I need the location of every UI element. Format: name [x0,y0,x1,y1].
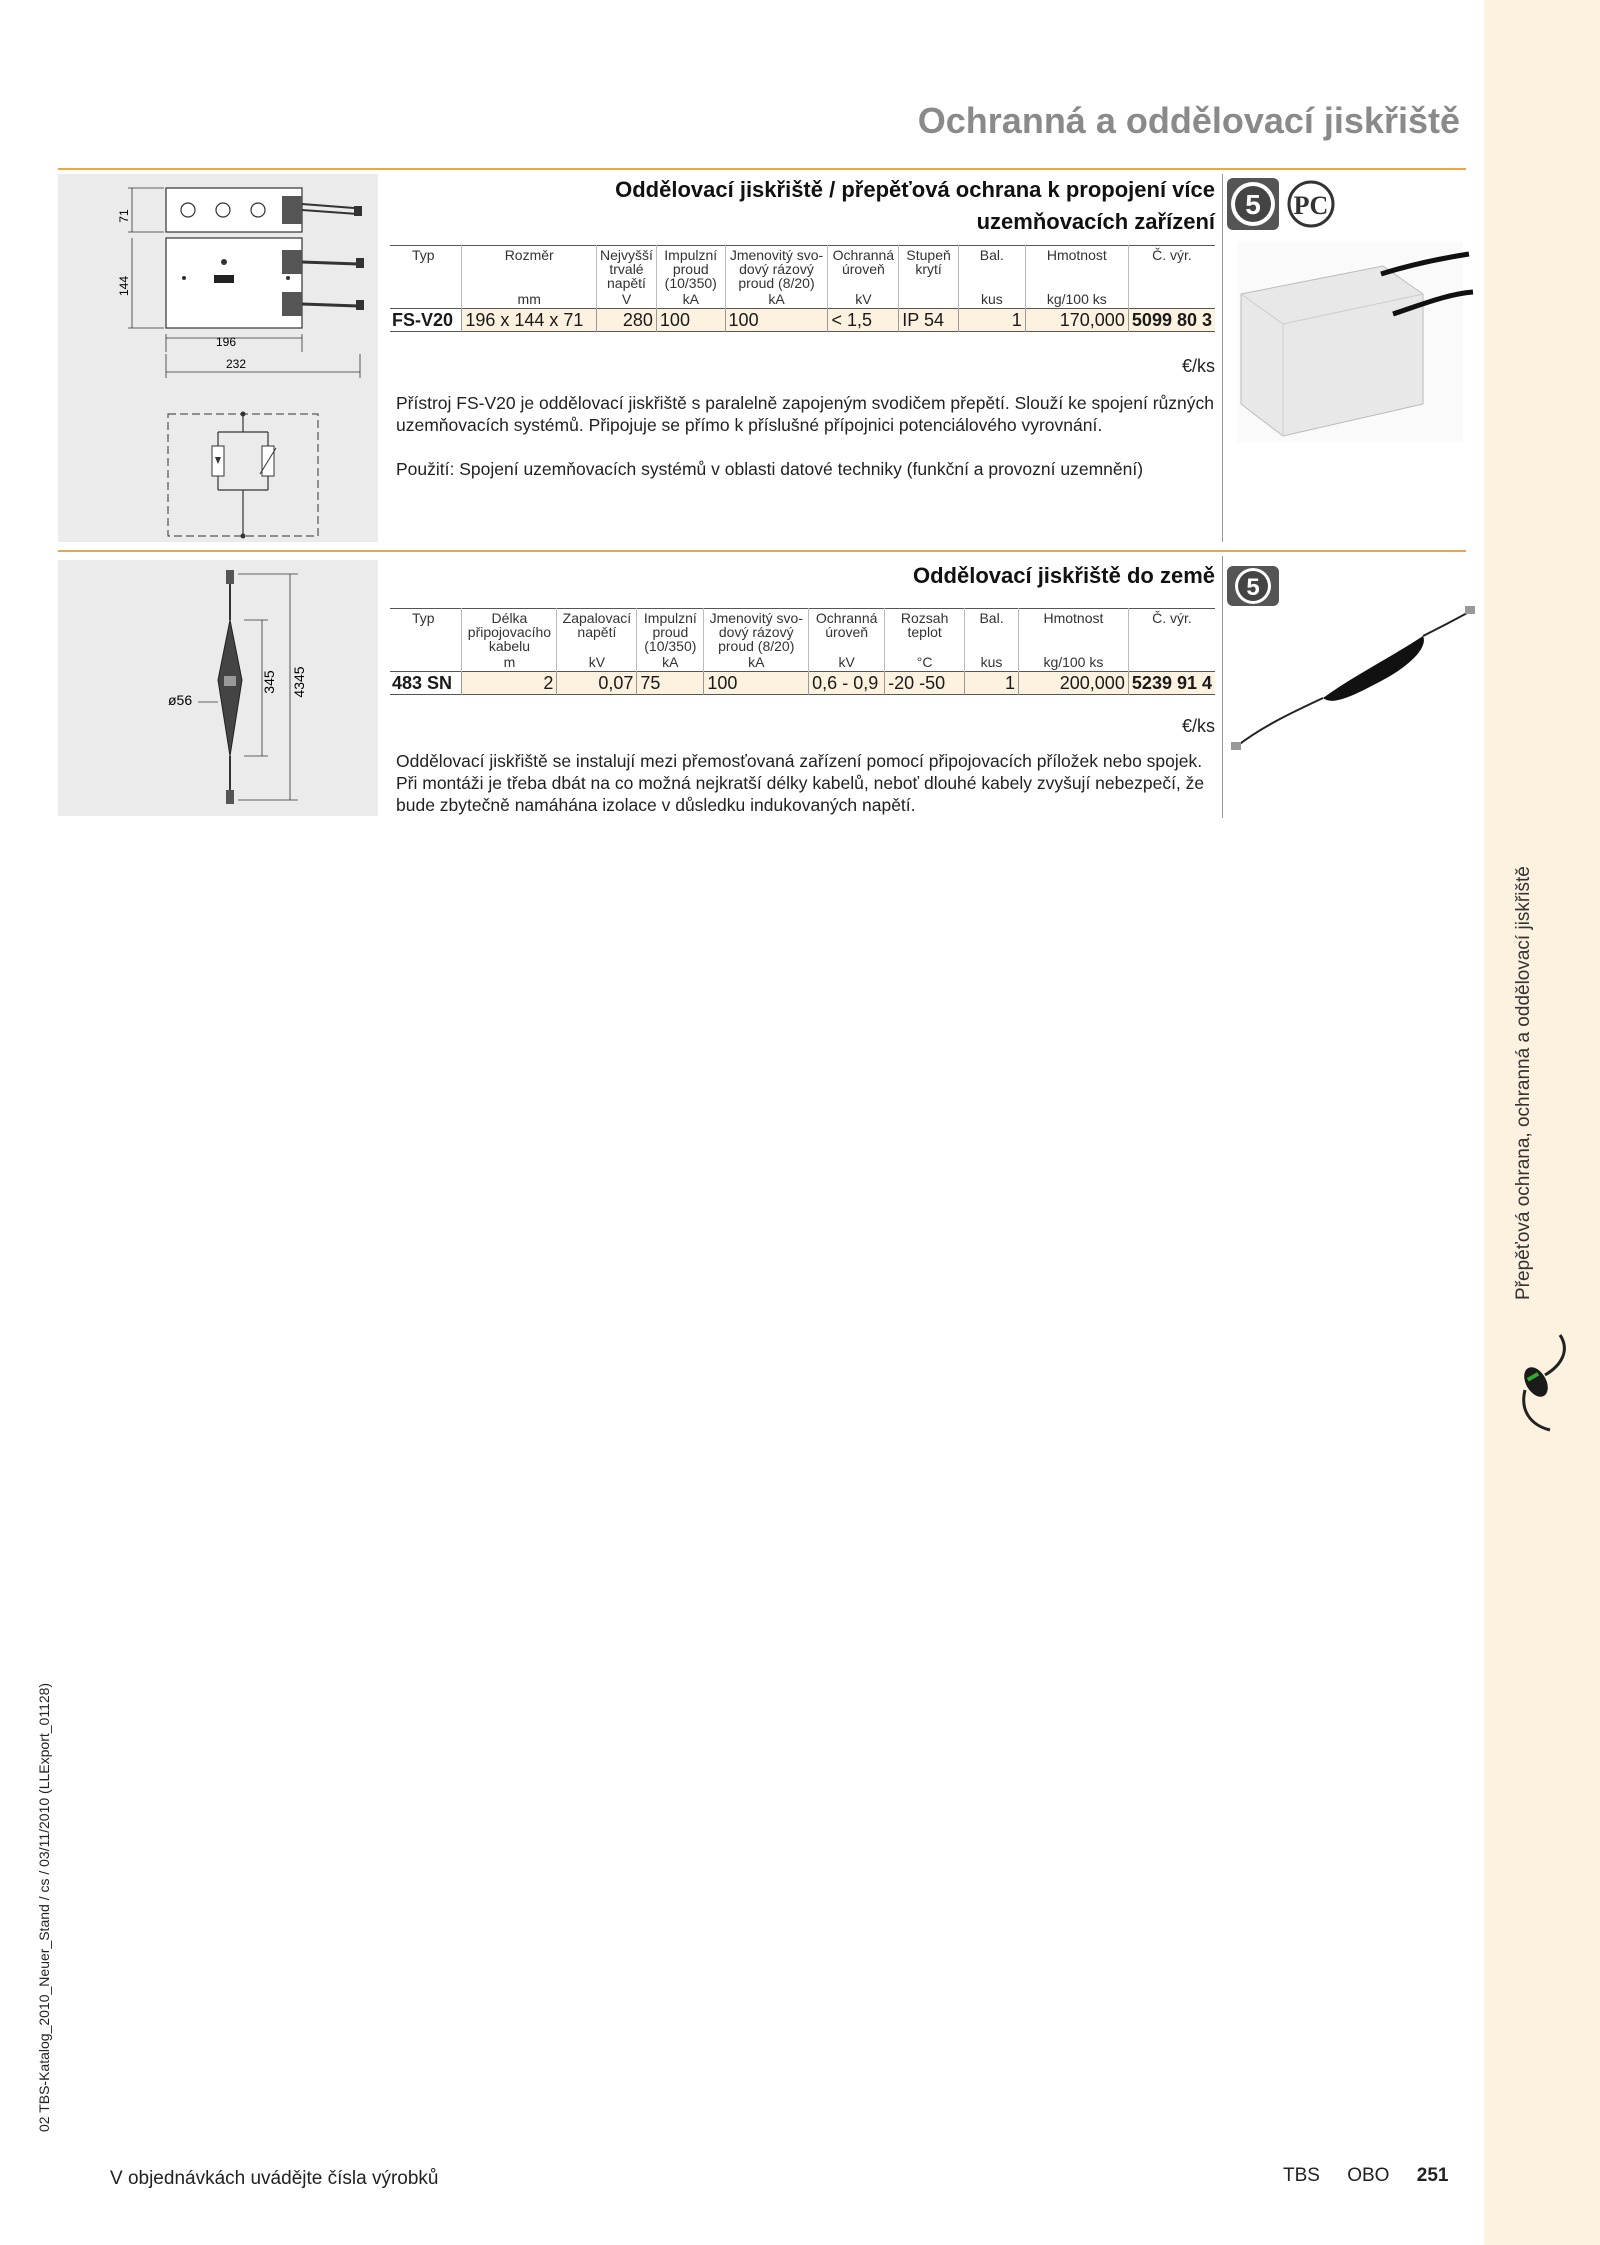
fs-v20-dimension-drawing [58,174,378,542]
unit-cell: mm [462,290,597,309]
spark-gap-thumbnail-icon [1500,1330,1580,1440]
page-title: Ochranná a oddělovací jiskřiště [917,100,1460,141]
483-sn-dimension-drawing [58,560,378,816]
cell-cislo-vyrobku: 5099 80 3 [1128,309,1215,332]
unit-cell: kA [725,290,828,309]
table-row [390,309,1215,332]
product-photo-panel [1223,556,1483,818]
col-zapalovaci-napeti: Zapalovací napětí [557,609,637,654]
cell-ochranna-uroven: 0,6 - 0,9 [809,672,885,695]
cell-ochranna-uroven: < 1,5 [828,309,899,332]
dim-width-inner: 196 [215,335,237,349]
cell-impulzni-proud: 100 [656,309,725,332]
cell-napeti: 280 [597,309,657,332]
cell-rozmer: 196 x 144 x 71 [462,309,597,332]
col-bal: Bal. [958,246,1025,291]
cell-cislo-vyrobku: 5239 91 4 [1128,672,1215,695]
unit-cell: kA [637,653,704,672]
unit-cell [1128,653,1215,672]
price-unit: €/ks [1181,356,1215,376]
col-napeti: Nejvyšší trvalé napětí [597,246,657,291]
gost-certificate-icon [1289,182,1333,226]
cell-typ: FS-V20 [390,309,462,332]
price-unit: €/ks [1181,716,1215,736]
col-rozsah-teplot: Rozsah teplot [885,609,965,654]
cell-stupen-kryti: IP 54 [899,309,959,332]
dim-length-body: 345 [261,670,277,694]
col-ochranna-uroven: Ochranná úroveň [828,246,899,291]
unit-cell: V [597,290,657,309]
product-photo-panel [1223,174,1483,542]
unit-cell: kus [965,653,1019,672]
description-paragraph: Přístroj FS-V20 je oddělovací jiskřiště s paralelně zapojeným svodičem přepětí. Slouží ke spojení různých uzemňovacích systémů. Připojuje se přímo k příslušné přípojnici potenciálového vyrovnání. [396,393,1215,435]
dim-height-front: 144 [117,275,131,297]
badges-and-photo [1223,174,1483,542]
unit-cell: kV [557,653,637,672]
footer-note: V objednávkách uvádějte čísla výrobků [110,2168,439,2189]
right-sidebar [1484,0,1600,2245]
page-number: 251 [1416,2165,1449,2186]
col-ochranna-uroven: Ochranná úroveň [809,609,885,654]
483-sn-product-photo [1231,606,1475,750]
unit-cell [390,653,462,672]
product-section-fs-v20 [58,170,1223,542]
cell-delka-kabelu: 2 [462,672,557,695]
product-description [396,750,1216,838]
col-typ: Typ [412,610,435,626]
col-typ: Typ [412,247,435,263]
unit-cell: kV [809,653,885,672]
cell-bal: 1 [958,309,1025,332]
unit-cell: kus [958,290,1025,309]
description-paragraph: Použití: Spojení uzemňovacích systémů v oblasti datové techniky (funkční a provozní uzemnění) [396,459,1144,479]
product-description [396,392,1216,502]
unit-cell: kV [828,290,899,309]
description-paragraph: Oddělovací jiskřiště se instalují mezi přemosťovaná zařízení pomocí připojovacích příložek nebo spojek. Při montáži je třeba dbát na co možná nejkratší délky kabelů, neboť dlouhé kabely zvyšují nebezpečí, že bude zbytečně namáhána izolace v důsledku indukovaných napětí. [396,751,1205,815]
section-title [615,174,1215,238]
5-year-guarantee-icon [1227,178,1279,230]
col-hmotnost: Hmotnost [1018,609,1128,654]
spec-table [390,608,1215,695]
svg-text:5: 5 [1245,189,1261,220]
section-title-line1: Oddělovací jiskřiště / přepěťová ochrana k propojení více [615,177,1215,202]
cell-jmenovity-proud: 100 [725,309,828,332]
footer-brands [1283,2165,1448,2187]
unit-cell: kg/100 ks [1025,290,1128,309]
cell-zapalovaci-napeti: 0,07 [557,672,637,695]
unit-cell [899,290,959,309]
unit-cell [390,290,462,309]
footer-brand-tbs: TBS [1283,2165,1320,2186]
col-rozmer: Rozměr [462,246,597,291]
product-section-483-sn [58,552,1223,822]
unit-cell: °C [885,653,965,672]
unit-cell: kg/100 ks [1018,653,1128,672]
col-jmenovity-proud: Jmenovitý svo- dový rázový proud (8/20) [725,246,828,291]
cell-bal: 1 [965,672,1019,695]
cell-hmotnost: 200,000 [1018,672,1128,695]
dim-length-total: 4345 [291,666,307,698]
dim-height-top: 71 [117,209,131,223]
svg-text:5: 5 [1246,574,1260,601]
cell-typ: 483 SN [390,672,462,695]
col-hmotnost: Hmotnost [1025,246,1128,291]
dim-diameter: ø56 [168,692,193,708]
cell-hmotnost: 170,000 [1025,309,1128,332]
dim-width-total: 232 [225,357,247,371]
section-title [913,560,1215,592]
unit-cell: m [462,653,557,672]
unit-cell [1128,290,1215,309]
col-impulzni-proud: Impulzní proud (10/350) [656,246,725,291]
unit-cell: kA [704,653,809,672]
technical-drawing-panel [58,560,378,816]
col-cislo-vyrobku: Č. výr. [1128,609,1215,654]
technical-drawing-panel [58,174,378,542]
col-bal: Bal. [965,609,1019,654]
badge-and-photo [1223,556,1483,818]
section-title-line2: uzemňovacích zařízení [976,209,1215,234]
svg-text:PC: PC [1293,191,1329,220]
cell-rozsah-teplot: -20 -50 [885,672,965,695]
col-stupen-kryti: Stupeň krytí [899,246,959,291]
unit-cell: kA [656,290,725,309]
col-delka-kabelu: Délka připojovacího kabelu [462,609,557,654]
col-cislo-vyrobku: Č. výr. [1128,246,1215,291]
cell-jmenovity-proud: 100 [704,672,809,695]
col-jmenovity-proud: Jmenovitý svo- dový rázový proud (8/20) [704,609,809,654]
spec-table [390,245,1215,332]
table-row [390,672,1215,695]
section-title-line1: Oddělovací jiskřiště do země [912,563,1215,588]
col-impulzni-proud: Impulzní proud (10/350) [637,609,704,654]
footer-brand-obo: OBO [1347,2165,1390,2186]
5-year-guarantee-icon [1227,566,1279,606]
fs-v20-product-photo [1237,242,1473,442]
cell-impulzni-proud: 75 [637,672,704,695]
